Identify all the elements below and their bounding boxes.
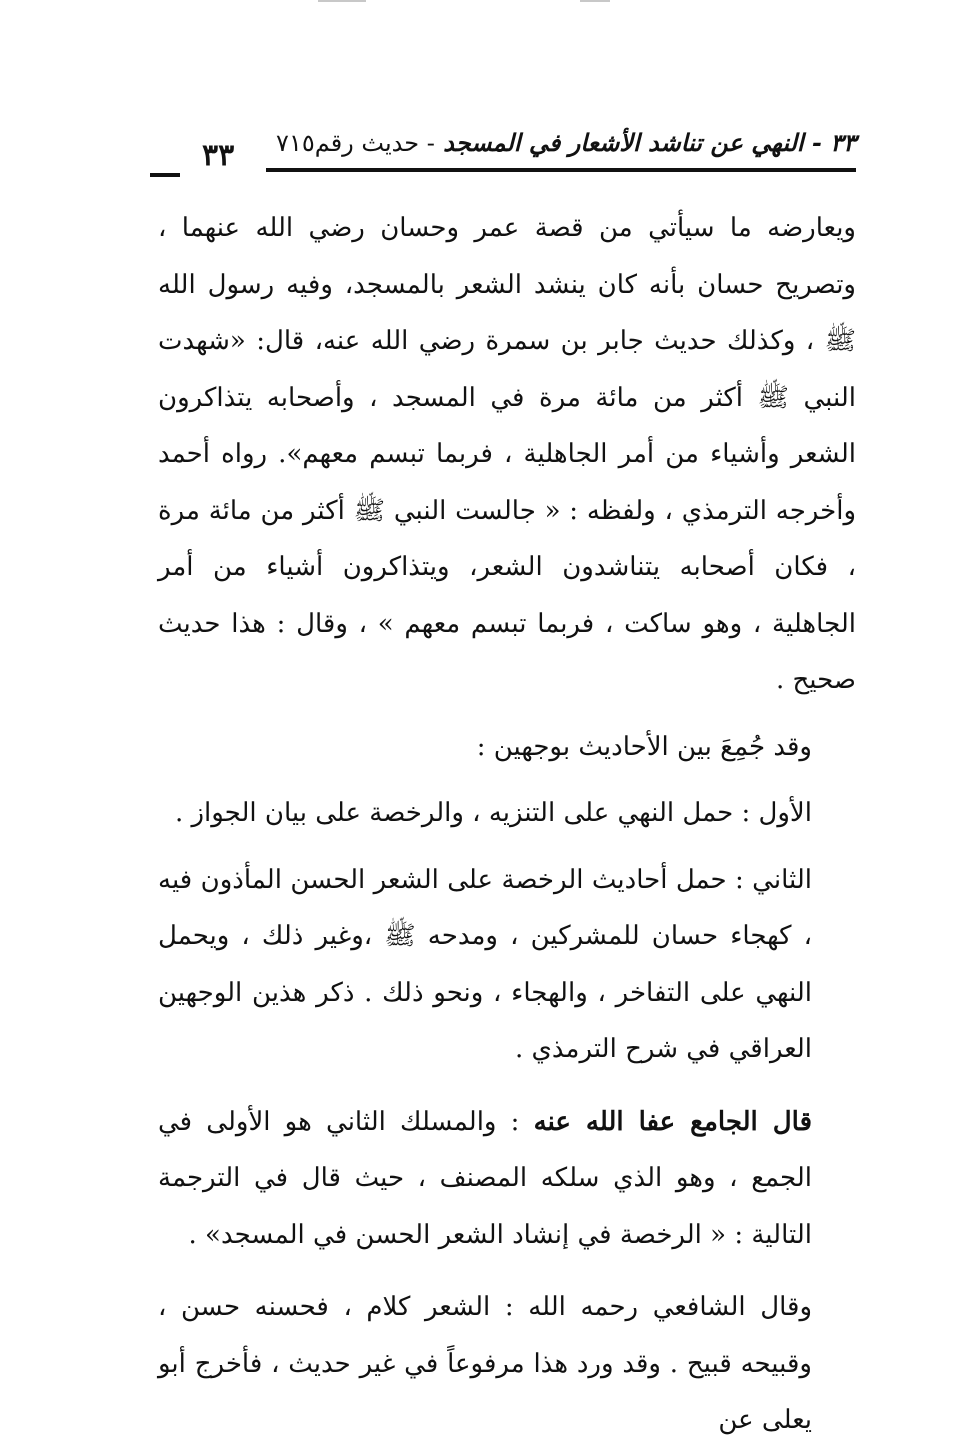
- header-rule: [266, 168, 856, 172]
- page-body: [158, 200, 856, 1449]
- page-number-dash: [150, 173, 180, 177]
- page-number: ٣٣: [202, 138, 235, 173]
- compiler-lead: قال الجامع عفا الله عنه: [533, 1106, 812, 1137]
- paragraph-2: وقد جُمِعَ بين الأحاديث بوجهين :: [476, 731, 812, 762]
- header-title: [276, 128, 856, 157]
- scan-mark-right: [580, 0, 610, 2]
- compiler-text: : والمسلك الثاني هو الأولى في الجمع ، وهو الذي سلكه المصنف ، حيث قال في الترجمة التالية : « الرخصة في إنشاد الشعر الحسن في المسجد» .: [158, 1106, 812, 1250]
- paragraph-4: الثاني : حمل أحاديث الرخصة على الشعر الحسن المأذون فيه ، كهجاء حسان للمشركين ، ومدحه ﷺ ،وغير ذلك ، ويحمل النهي على التفاخر ، والهجاء ، ونحو ذلك . ذكر هذين الوجهين العراقي في شرح الترمذي .: [158, 864, 813, 1064]
- scan-mark-left: [318, 0, 366, 2]
- paragraph-6: وقال الشافعي رحمه الله : الشعر كلام ، فحسنه حسن ، وقبيحه قبيح . وقد ورد هذا مرفوعاً في غير حديث ، فأخرج أبو يعلى عن: [158, 1292, 812, 1435]
- paragraph-3: الأول : حمل النهي على التنزيه ، والرخصة على بيان الجواز .: [174, 798, 812, 828]
- running-header: [150, 128, 856, 184]
- paragraph-5: [158, 1094, 856, 1264]
- chapter-title: ٣٣ - النهي عن تناشد الأشعار في المسجد: [443, 128, 856, 157]
- paragraph-1: ويعارضه ما سيأتي من قصة عمر وحسان رضي الله عنهما ، وتصريح حسان بأنه كان ينشد الشعر بالمسجد، وفيه رسول الله ﷺ ، وكذلك حديث جابر بن سمرة رضي الله عنه، قال: «شهدت النبي ﷺ أكثر من مائة مرة في المسجد ، وأصحابه يتذاكرون الشعر وأشياء من أمر الجاهلية ، فربما تبسم معهم». رواه أحمد وأخرجه الترمذي ، ولفظه : « جالست النبي ﷺ أكثر من مائة مرة ، فكان أصحابه يتناشدون الشعر، ويتذاكرون أشياء من أمر الجاهلية ، وهو ساكت ، فربما تبسم معهم » ، وقال : هذا حديث صحيح .: [158, 213, 856, 695]
- hadith-number: - حديث رقم٧١٥: [276, 129, 435, 157]
